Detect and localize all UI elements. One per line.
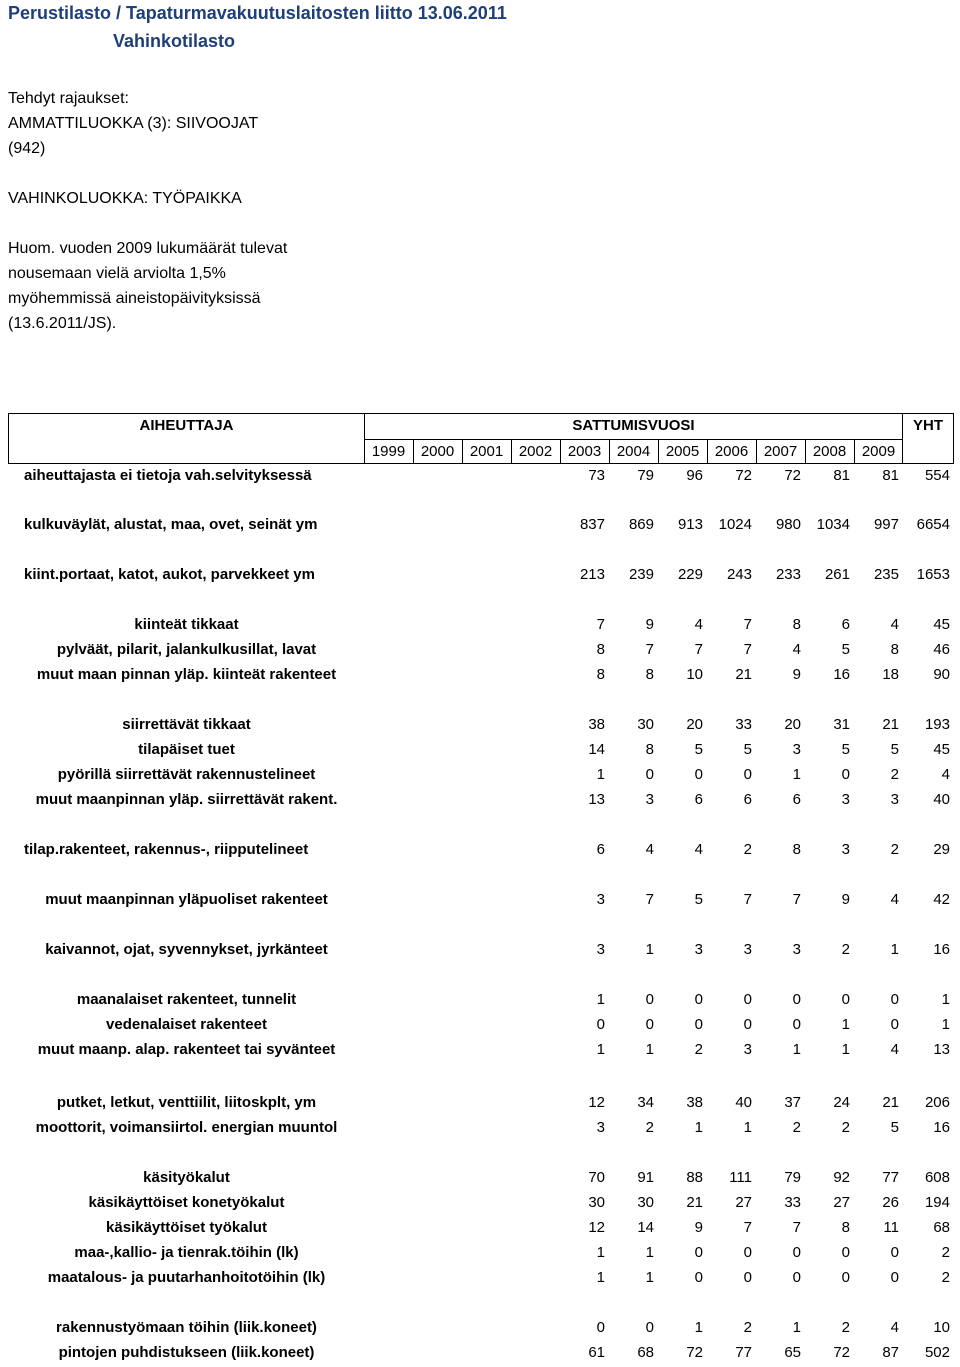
value-cell: 1 — [645, 1041, 654, 1058]
value-cell: 5 — [841, 641, 850, 658]
value-cell: 869 — [628, 516, 654, 533]
total-cell: 29 — [933, 841, 950, 858]
years-divider — [364, 439, 903, 440]
value-cell: 33 — [735, 716, 752, 733]
value-cell: 2 — [694, 1041, 703, 1058]
value-cell: 12 — [588, 1219, 605, 1236]
value-cell: 16 — [833, 666, 850, 683]
value-cell: 7 — [743, 641, 752, 658]
total-cell: 40 — [933, 791, 950, 808]
value-cell: 1 — [792, 1041, 801, 1058]
row-label: käsityökalut — [143, 1169, 230, 1186]
value-cell: 1 — [694, 1119, 703, 1136]
value-cell: 1024 — [718, 516, 752, 533]
value-cell: 7 — [596, 616, 605, 633]
value-cell: 2 — [645, 1119, 654, 1136]
value-cell: 0 — [694, 1269, 703, 1286]
value-cell: 8 — [841, 1219, 850, 1236]
value-cell: 0 — [792, 1269, 801, 1286]
value-cell: 1 — [596, 766, 605, 783]
value-cell: 30 — [637, 716, 654, 733]
value-cell: 0 — [841, 766, 850, 783]
value-cell: 3 — [596, 1119, 605, 1136]
total-cell: 16 — [933, 941, 950, 958]
year-header-2002: 2002 — [518, 443, 553, 460]
value-cell: 10 — [686, 666, 703, 683]
value-cell: 1 — [645, 941, 654, 958]
value-cell: 14 — [637, 1219, 654, 1236]
value-cell: 6 — [841, 616, 850, 633]
total-cell: 90 — [933, 666, 950, 683]
value-cell: 3 — [792, 741, 801, 758]
value-cell: 21 — [735, 666, 752, 683]
value-cell: 87 — [882, 1344, 899, 1361]
value-cell: 0 — [596, 1016, 605, 1033]
value-cell: 243 — [726, 566, 752, 583]
value-cell: 5 — [694, 891, 703, 908]
report-subtitle: Vahinkotilasto — [113, 31, 236, 51]
report-title: Perustilasto / Tapaturmavakuutuslaitosten liitto 13.06.2011 — [8, 3, 507, 23]
value-cell: 21 — [882, 1094, 899, 1111]
value-cell: 1 — [596, 1244, 605, 1261]
value-cell: 4 — [792, 641, 801, 658]
value-cell: 5 — [890, 1119, 899, 1136]
value-cell: 4 — [890, 616, 899, 633]
total-cell: 45 — [933, 616, 950, 633]
row-label: kulkuväylät, alustat, maa, ovet, seinät ym — [24, 516, 318, 533]
value-cell: 24 — [833, 1094, 850, 1111]
value-cell: 7 — [792, 1219, 801, 1236]
info-line: myöhemmissä aineistopäivityksissä — [8, 290, 261, 307]
value-cell: 4 — [890, 1041, 899, 1058]
value-cell: 79 — [784, 1169, 801, 1186]
value-cell: 8 — [645, 741, 654, 758]
total-cell: 193 — [924, 716, 950, 733]
row-label: pyörillä siirrettävät rakennustelineet — [57, 766, 316, 783]
row-label: siirrettävät tikkaat — [122, 716, 251, 733]
value-cell: 3 — [596, 941, 605, 958]
value-cell: 8 — [596, 641, 605, 658]
total-cell: 194 — [924, 1194, 950, 1211]
value-cell: 77 — [882, 1169, 899, 1186]
year-header-2008: 2008 — [812, 443, 847, 460]
value-cell: 0 — [645, 1319, 654, 1336]
value-cell: 0 — [694, 1016, 703, 1033]
value-cell: 1 — [596, 1269, 605, 1286]
value-cell: 37 — [784, 1094, 801, 1111]
value-cell: 3 — [890, 791, 899, 808]
value-cell: 7 — [645, 641, 654, 658]
value-cell: 33 — [784, 1194, 801, 1211]
value-cell: 9 — [841, 891, 850, 908]
total-cell: 6654 — [916, 516, 950, 533]
value-cell: 13 — [588, 791, 605, 808]
value-cell: 7 — [743, 616, 752, 633]
value-cell: 81 — [833, 467, 850, 484]
value-cell: 0 — [792, 991, 801, 1008]
year-divider — [560, 439, 561, 464]
value-cell: 8 — [792, 616, 801, 633]
value-cell: 5 — [694, 741, 703, 758]
value-cell: 21 — [686, 1194, 703, 1211]
value-cell: 1 — [841, 1016, 850, 1033]
value-cell: 6 — [694, 791, 703, 808]
value-cell: 0 — [841, 991, 850, 1008]
value-cell: 0 — [743, 991, 752, 1008]
row-label: vedenalaiset rakenteet — [106, 1016, 267, 1033]
value-cell: 2 — [890, 841, 899, 858]
value-cell: 20 — [686, 716, 703, 733]
value-cell: 70 — [588, 1169, 605, 1186]
total-cell: 46 — [933, 641, 950, 658]
value-cell: 2 — [841, 1119, 850, 1136]
value-cell: 1 — [596, 1041, 605, 1058]
value-cell: 72 — [784, 467, 801, 484]
row-label: rakennustyömaan töihin (liik.koneet) — [56, 1319, 317, 1336]
value-cell: 2 — [841, 941, 850, 958]
value-cell: 92 — [833, 1169, 850, 1186]
value-cell: 34 — [637, 1094, 654, 1111]
value-cell: 1 — [596, 991, 605, 1008]
value-cell: 239 — [628, 566, 654, 583]
value-cell: 9 — [694, 1219, 703, 1236]
value-cell: 26 — [882, 1194, 899, 1211]
value-cell: 4 — [694, 616, 703, 633]
value-cell: 5 — [841, 741, 850, 758]
year-header-2001: 2001 — [469, 443, 504, 460]
row-label: aiheuttajasta ei tietoja vah.selvityksessä — [24, 467, 312, 484]
info-line: (942) — [8, 140, 46, 157]
row-label: muut maanpinnan yläpuoliset rakenteet — [45, 891, 328, 908]
value-cell: 0 — [890, 1016, 899, 1033]
total-cell: 2 — [941, 1244, 950, 1261]
value-cell: 0 — [645, 1016, 654, 1033]
value-cell: 8 — [596, 666, 605, 683]
year-divider — [854, 439, 855, 464]
value-cell: 9 — [645, 616, 654, 633]
value-cell: 7 — [743, 1219, 752, 1236]
column-header-yht: YHT — [913, 417, 943, 434]
value-cell: 27 — [833, 1194, 850, 1211]
total-cell: 608 — [924, 1169, 950, 1186]
value-cell: 3 — [645, 791, 654, 808]
value-cell: 40 — [735, 1094, 752, 1111]
row-label: käsikäyttöiset konetyökalut — [88, 1194, 285, 1211]
value-cell: 3 — [694, 941, 703, 958]
value-cell: 0 — [694, 991, 703, 1008]
value-cell: 2 — [841, 1319, 850, 1336]
value-cell: 4 — [890, 891, 899, 908]
value-cell: 20 — [784, 716, 801, 733]
row-label: pylväät, pilarit, jalankulkusillat, lavat — [56, 641, 317, 658]
info-line: AMMATTILUOKKA (3): SIIVOOJAT — [8, 115, 259, 132]
value-cell: 837 — [579, 516, 605, 533]
value-cell: 4 — [694, 841, 703, 858]
value-cell: 73 — [588, 467, 605, 484]
info-line: Tehdyt rajaukset: — [8, 90, 129, 107]
total-cell: 2 — [941, 1269, 950, 1286]
value-cell: 1 — [694, 1319, 703, 1336]
value-cell: 229 — [677, 566, 703, 583]
value-cell: 233 — [775, 566, 801, 583]
value-cell: 18 — [882, 666, 899, 683]
value-cell: 12 — [588, 1094, 605, 1111]
value-cell: 96 — [686, 467, 703, 484]
value-cell: 1 — [841, 1041, 850, 1058]
value-cell: 11 — [883, 1219, 899, 1236]
value-cell: 30 — [588, 1194, 605, 1211]
year-divider — [609, 439, 610, 464]
row-label: muut maanp. alap. rakenteet tai syvänteet — [37, 1041, 336, 1058]
row-label: kaivannot, ojat, syvennykset, jyrkänteet — [45, 941, 328, 958]
row-label: tilap.rakenteet, rakennus-, riipputelineet — [24, 841, 309, 858]
row-label: kiint.portaat, katot, aukot, parvekkeet ym — [24, 566, 315, 583]
value-cell: 0 — [743, 1244, 752, 1261]
value-cell: 3 — [743, 941, 752, 958]
row-label: muut maan pinnan yläp. kiinteät rakenteet — [36, 666, 337, 683]
total-cell: 13 — [933, 1041, 950, 1058]
row-label: pintojen puhdistukseen (liik.koneet) — [58, 1344, 315, 1361]
value-cell: 0 — [841, 1244, 850, 1261]
value-cell: 3 — [596, 891, 605, 908]
info-line: (13.6.2011/JS). — [8, 315, 117, 332]
value-cell: 30 — [637, 1194, 654, 1211]
value-cell: 7 — [792, 891, 801, 908]
column-header-aiheuttaja: AIHEUTTAJA — [139, 417, 234, 434]
value-cell: 5 — [890, 741, 899, 758]
value-cell: 65 — [784, 1344, 801, 1361]
value-cell: 0 — [645, 991, 654, 1008]
value-cell: 3 — [792, 941, 801, 958]
value-cell: 1034 — [816, 516, 850, 533]
value-cell: 3 — [743, 1041, 752, 1058]
value-cell: 1 — [645, 1269, 654, 1286]
value-cell: 997 — [873, 516, 899, 533]
year-header-2004: 2004 — [616, 443, 651, 460]
value-cell: 68 — [637, 1344, 654, 1361]
value-cell: 2 — [743, 841, 752, 858]
value-cell: 7 — [743, 891, 752, 908]
row-label: tilapäiset tuet — [138, 741, 235, 758]
total-cell: 502 — [924, 1344, 950, 1361]
value-cell: 0 — [841, 1269, 850, 1286]
value-cell: 0 — [743, 766, 752, 783]
value-cell: 27 — [735, 1194, 752, 1211]
year-header-1999: 1999 — [371, 443, 406, 460]
value-cell: 61 — [588, 1344, 605, 1361]
value-cell: 0 — [743, 1016, 752, 1033]
total-cell: 68 — [933, 1219, 950, 1236]
row-label: muut maanpinnan yläp. siirrettävät rakent. — [35, 791, 338, 808]
value-cell: 31 — [833, 716, 850, 733]
value-cell: 1 — [792, 1319, 801, 1336]
total-cell: 206 — [924, 1094, 950, 1111]
value-cell: 6 — [743, 791, 752, 808]
value-cell: 0 — [694, 1244, 703, 1261]
total-cell: 16 — [933, 1119, 950, 1136]
value-cell: 1 — [743, 1119, 752, 1136]
value-cell: 213 — [579, 566, 605, 583]
year-header-2006: 2006 — [714, 443, 749, 460]
value-cell: 7 — [645, 891, 654, 908]
info-line: nousemaan vielä arviolta 1,5% — [8, 265, 226, 282]
value-cell: 0 — [694, 766, 703, 783]
value-cell: 3 — [841, 841, 850, 858]
value-cell: 0 — [890, 1269, 899, 1286]
value-cell: 2 — [743, 1319, 752, 1336]
value-cell: 72 — [735, 467, 752, 484]
value-cell: 7 — [694, 641, 703, 658]
column-header-sattumisvuosi: SATTUMISVUOSI — [572, 417, 695, 434]
value-cell: 77 — [735, 1344, 752, 1361]
info-line: Huom. vuoden 2009 lukumäärät tulevat — [8, 240, 288, 257]
row-label: kiinteät tikkaat — [134, 616, 239, 633]
row-label: maatalous- ja puutarhanhoitotöihin (lk) — [47, 1269, 326, 1286]
year-divider — [658, 439, 659, 464]
value-cell: 9 — [792, 666, 801, 683]
value-cell: 38 — [686, 1094, 703, 1111]
value-cell: 235 — [873, 566, 899, 583]
total-cell: 42 — [933, 891, 950, 908]
value-cell: 913 — [677, 516, 703, 533]
value-cell: 4 — [890, 1319, 899, 1336]
total-cell: 4 — [941, 766, 950, 783]
value-cell: 3 — [841, 791, 850, 808]
value-cell: 72 — [833, 1344, 850, 1361]
value-cell: 88 — [686, 1169, 703, 1186]
row-label: putket, letkut, venttiilit, liitoskplt, ym — [56, 1094, 317, 1111]
value-cell: 21 — [882, 716, 899, 733]
value-cell: 1 — [792, 766, 801, 783]
value-cell: 6 — [792, 791, 801, 808]
value-cell: 111 — [729, 1169, 752, 1186]
value-cell: 2 — [792, 1119, 801, 1136]
info-line: VAHINKOLUOKKA: TYÖPAIKKA — [8, 190, 242, 207]
row-label: käsikäyttöiset työkalut — [106, 1219, 267, 1236]
value-cell: 91 — [637, 1169, 654, 1186]
value-cell: 38 — [588, 716, 605, 733]
value-cell: 1 — [890, 941, 899, 958]
value-cell: 8 — [890, 641, 899, 658]
value-cell: 6 — [596, 841, 605, 858]
value-cell: 0 — [792, 1016, 801, 1033]
total-cell: 1653 — [916, 566, 950, 583]
year-header-2003: 2003 — [567, 443, 602, 460]
year-divider — [462, 439, 463, 464]
value-cell: 8 — [792, 841, 801, 858]
value-cell: 14 — [588, 741, 605, 758]
year-divider — [805, 439, 806, 464]
total-cell: 45 — [933, 741, 950, 758]
value-cell: 0 — [645, 766, 654, 783]
value-cell: 1 — [645, 1244, 654, 1261]
year-header-2000: 2000 — [420, 443, 455, 460]
year-header-2009: 2009 — [861, 443, 896, 460]
year-divider — [707, 439, 708, 464]
row-label: moottorit, voimansiirtol. energian muuntol — [35, 1119, 338, 1136]
year-divider — [511, 439, 512, 464]
value-cell: 0 — [792, 1244, 801, 1261]
value-cell: 81 — [882, 467, 899, 484]
value-cell: 0 — [743, 1269, 752, 1286]
value-cell: 8 — [645, 666, 654, 683]
value-cell: 2 — [890, 766, 899, 783]
total-cell: 1 — [941, 991, 950, 1008]
year-divider — [756, 439, 757, 464]
year-header-2007: 2007 — [763, 443, 798, 460]
value-cell: 980 — [775, 516, 801, 533]
row-label: maanalaiset rakenteet, tunnelit — [76, 991, 297, 1008]
row-label: maa-,kallio- ja tienrak.töihin (lk) — [74, 1244, 299, 1261]
value-cell: 0 — [596, 1319, 605, 1336]
value-cell: 72 — [686, 1344, 703, 1361]
value-cell: 4 — [645, 841, 654, 858]
value-cell: 0 — [890, 1244, 899, 1261]
total-cell: 10 — [933, 1319, 950, 1336]
value-cell: 5 — [743, 741, 752, 758]
total-cell: 554 — [924, 467, 950, 484]
year-divider — [413, 439, 414, 464]
value-cell: 79 — [637, 467, 654, 484]
total-cell: 1 — [941, 1016, 950, 1033]
value-cell: 0 — [890, 991, 899, 1008]
year-header-2005: 2005 — [665, 443, 700, 460]
value-cell: 261 — [824, 566, 850, 583]
